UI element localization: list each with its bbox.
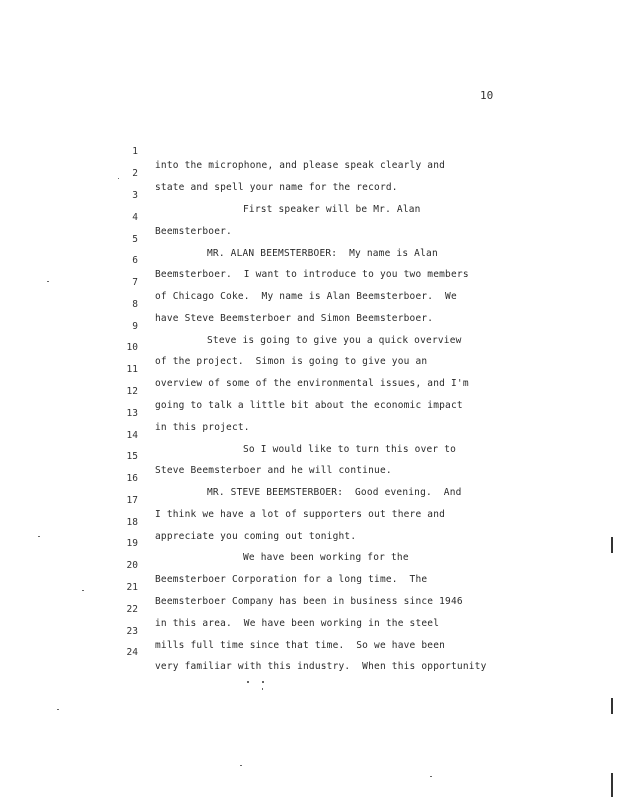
- line-number: 19: [126, 538, 138, 549]
- line-number: 14: [126, 430, 138, 441]
- scan-speck: [57, 709, 59, 710]
- scan-speck: [430, 776, 432, 777]
- scan-speck: [47, 281, 49, 282]
- scan-speck: [247, 681, 249, 683]
- scan-speck: [262, 681, 264, 683]
- line-text: into the microphone, and please speak clearly and: [155, 160, 446, 171]
- line-text: First speaker will be Mr. Alan: [243, 204, 421, 215]
- scan-speck: [118, 178, 119, 179]
- line-text: We have been working for the: [243, 552, 409, 563]
- line-number: 13: [126, 408, 138, 419]
- line-number: 24: [126, 647, 138, 658]
- line-text: So I would like to turn this over to: [243, 444, 457, 455]
- page-number: 10: [480, 89, 494, 102]
- line-number: 1: [132, 146, 138, 157]
- line-text: appreciate you coming out tonight.: [155, 531, 357, 542]
- line-number: 5: [132, 234, 138, 245]
- scan-margin-mark: [611, 537, 613, 553]
- line-number: 16: [126, 473, 138, 484]
- line-number: 3: [132, 190, 138, 201]
- line-number: 17: [126, 495, 138, 506]
- line-number: 11: [126, 364, 138, 375]
- line-number: 10: [126, 342, 138, 353]
- scan-speck: [82, 590, 84, 591]
- line-number: 12: [126, 386, 138, 397]
- scan-speck: [38, 536, 40, 537]
- line-number: 22: [126, 604, 138, 615]
- line-text: Beemsterboer. I want to introduce to you two members: [155, 269, 469, 280]
- line-text: MR. ALAN BEEMSTERBOER: My name is Alan: [207, 248, 438, 259]
- scan-speck: [262, 688, 263, 690]
- line-text: Beemsterboer Corporation for a long time. The: [155, 574, 428, 585]
- transcript-line: [0, 197, 232, 237]
- line-text: I think we have a lot of supporters out there and: [155, 509, 446, 520]
- line-number: 9: [132, 321, 138, 332]
- line-text: in this area. We have been working in the steel: [155, 618, 440, 629]
- line-text: mills full time since that time. So we have been: [155, 640, 446, 651]
- line-text: of Chicago Coke. My name is Alan Beemsterboer. We: [155, 291, 457, 302]
- line-number: 20: [126, 560, 138, 571]
- line-number: 23: [126, 626, 138, 637]
- line-number: 15: [126, 451, 138, 462]
- transcript-line: [0, 219, 438, 259]
- line-text: of the project. Simon is going to give you an: [155, 356, 428, 367]
- line-number: 2: [132, 168, 138, 179]
- line-number: 18: [126, 517, 138, 528]
- line-number: 8: [132, 299, 138, 310]
- line-text: MR. STEVE BEEMSTERBOER: Good evening. And: [207, 487, 462, 498]
- line-text: in this project.: [155, 422, 250, 433]
- transcript-line: [0, 393, 250, 433]
- scan-speck: [240, 765, 242, 766]
- line-text: Steve is going to give you a quick overview: [207, 335, 462, 346]
- line-text: Steve Beemsterboer and he will continue.: [155, 465, 392, 476]
- line-number: 6: [132, 255, 138, 266]
- transcript-line: [0, 131, 446, 171]
- line-number: 21: [126, 582, 138, 593]
- scan-margin-mark: [611, 773, 613, 797]
- line-text: have Steve Beemsterboer and Simon Beemsterboer.: [155, 313, 434, 324]
- line-number: 7: [132, 277, 138, 288]
- line-number: 4: [132, 212, 138, 223]
- line-text: overview of some of the environmental issues, and I'm: [155, 378, 469, 389]
- scan-margin-mark: [611, 698, 613, 714]
- line-text: state and spell your name for the record.: [155, 182, 398, 193]
- line-text: Beemsterboer Company has been in business since 1946: [155, 596, 463, 607]
- line-text: going to talk a little bit about the economic impact: [155, 400, 463, 411]
- line-text: Beemsterboer.: [155, 226, 232, 237]
- line-text: very familiar with this industry. When this opportunity: [155, 661, 487, 672]
